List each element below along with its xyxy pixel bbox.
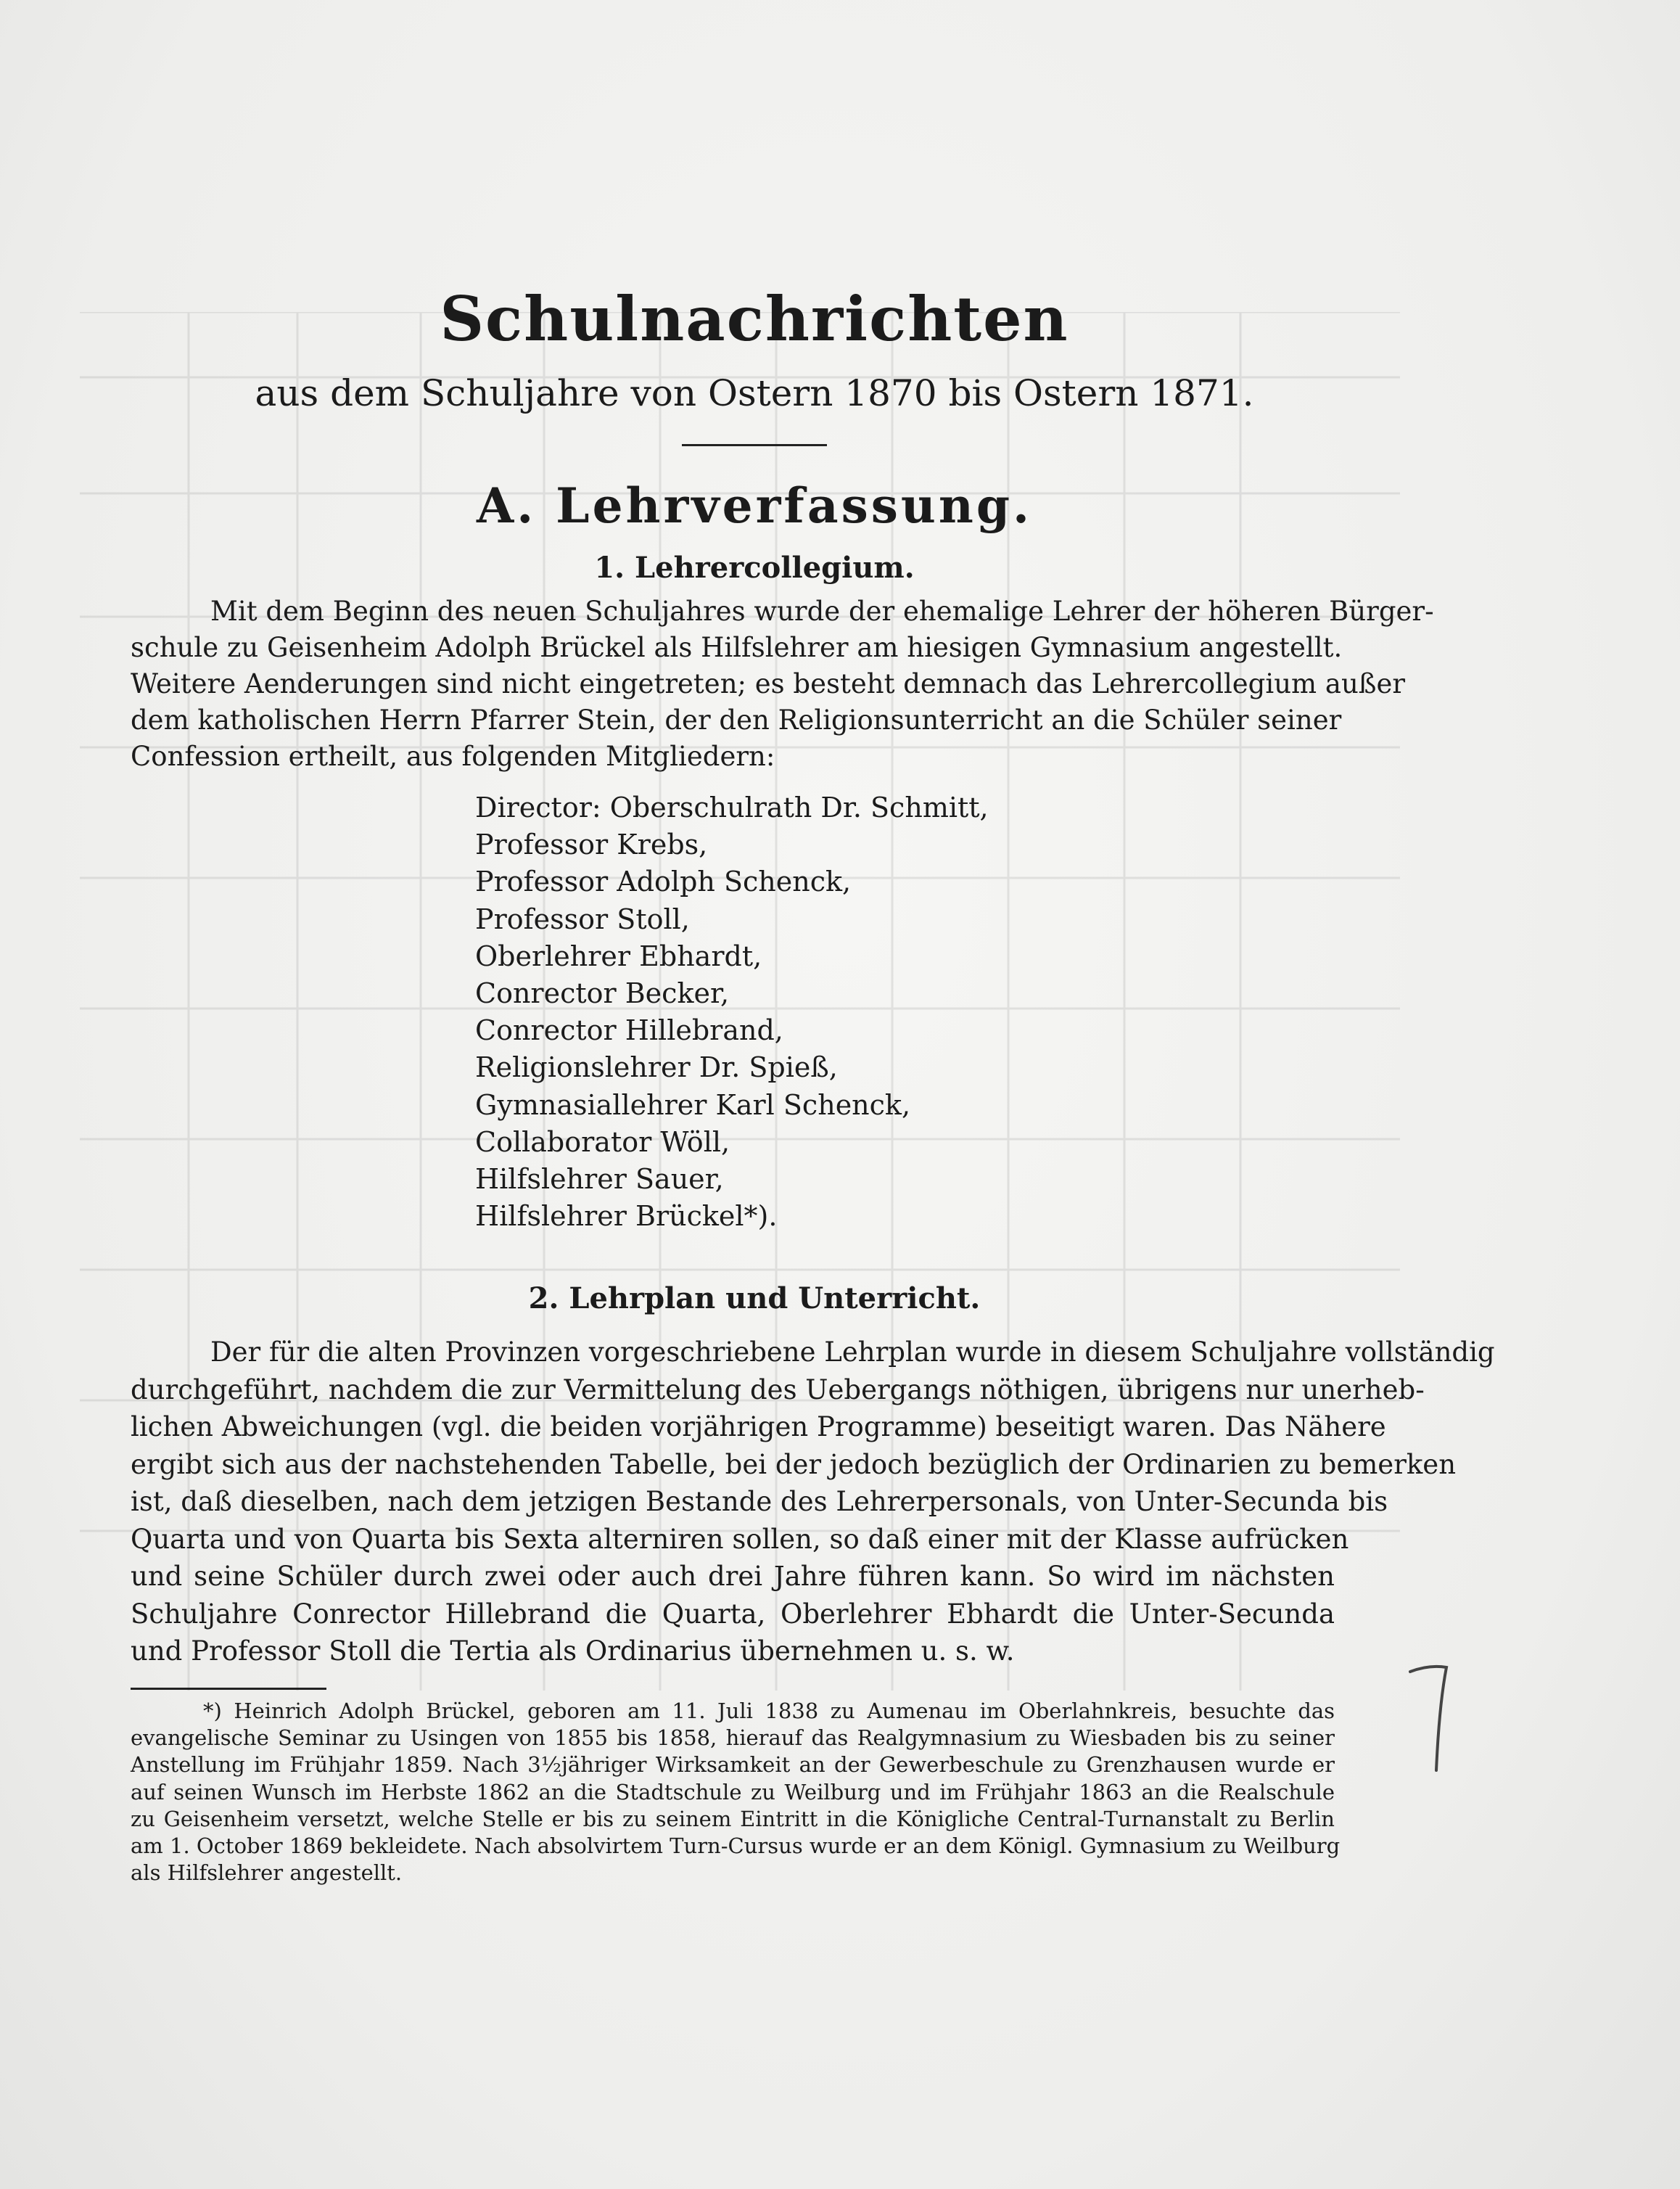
subsection-heading-lehrplan: 2. Lehrplan und Unterricht.: [528, 1281, 981, 1315]
paragraph-lehrplan: [131, 1334, 1495, 1670]
paragraph-line: ist, daß dieselben, nach dem jetzigen Bestande des Lehrerpersonals, von Unter-Secunda bis: [131, 1486, 1388, 1517]
footnote-line: evangelische Seminar zu Usingen von 1855 bis 1858, hierauf das Realgymnasium zu Wiesbaden bis zu seiner: [131, 1725, 1335, 1751]
footnote-line: als Hilfslehrer angestellt.: [131, 1860, 403, 1886]
paragraph-line: Quarta und von Quarta bis Sexta alterniren sollen, so daß einer mit der Klasse aufrücken: [131, 1523, 1349, 1555]
paragraph-line: Mit dem Beginn des neuen Schuljahres wurde der ehemalige Lehrer der höheren Bürger-: [210, 596, 1434, 627]
teacher-list-item: Oberlehrer Ebhardt,: [475, 940, 762, 972]
footnote: [131, 1698, 1341, 1886]
teacher-list-item: Professor Adolph Schenck,: [475, 866, 852, 898]
teacher-list-item: Hilfslehrer Brückel*).: [475, 1200, 778, 1233]
paragraph-line: ergibt sich aus der nachstehenden Tabelle, bei der jedoch bezüglich der Ordinarien zu bemerken: [131, 1448, 1457, 1480]
teacher-list-item: Conrector Hillebrand,: [475, 1014, 783, 1047]
teacher-list-item: Director: Oberschulrath Dr. Schmitt,: [475, 792, 989, 824]
paragraph-line: Schuljahre Conrector Hillebrand die Quarta, Oberlehrer Ebhardt die Unter-Secunda: [131, 1598, 1335, 1630]
teacher-list-item: Hilfslehrer Sauer,: [475, 1163, 724, 1196]
footnote-line: am 1. October 1869 bekleidete. Nach absolvirtem Turn-Cursus wurde er an dem Königl. Gymnasium zu Weilburg: [131, 1833, 1341, 1859]
handwritten-mark: [1407, 1662, 1451, 1778]
section-heading-a: A. Lehrverfassung.: [477, 477, 1032, 534]
teacher-list-item: Professor Krebs,: [475, 829, 708, 861]
footnote-line: Anstellung im Frühjahr 1859. Nach 3½jähriger Wirksamkeit an der Gewerbeschule zu Grenzhausen wurde er: [131, 1752, 1335, 1778]
footnote-line: *) Heinrich Adolph Brückel, geboren am 11. Juli 1838 zu Aumenau im Oberlahnkreis, besuchte das: [203, 1699, 1335, 1723]
paragraph-line: dem katholischen Herrn Pfarrer Stein, der den Religionsunterricht an die Schüler seiner: [131, 705, 1342, 736]
subsection-heading-lehrercollegium: 1. Lehrercollegium.: [594, 551, 915, 585]
footnote-line: auf seinen Wunsch im Herbste 1862 an die Stadtschule zu Weilburg und im Frühjahr 1863 an die Realschule: [131, 1779, 1335, 1804]
paragraph-line: Confession ertheilt, aus folgenden Mitgliedern:: [131, 741, 775, 772]
paragraph-line: lichen Abweichungen (vgl. die beiden vorjährigen Programme) beseitigt waren. Das Nähere: [131, 1411, 1386, 1442]
teacher-list-item: Collaborator Wöll,: [475, 1125, 730, 1158]
page-title: Schulnachrichten: [440, 283, 1069, 355]
paragraph-lehrercollegium: [131, 594, 1434, 775]
paragraph-line: Weitere Aenderungen sind nicht eingetreten; es besteht demnach das Lehrercollegium außer: [131, 668, 1406, 699]
footnote-divider: [131, 1688, 326, 1690]
teacher-list-item: Gymnasiallehrer Karl Schenck,: [475, 1088, 911, 1121]
paragraph-line: durchgeführt, nachdem die zur Vermittelung des Uebergangs nöthigen, übrigens nur unerheb-: [131, 1373, 1425, 1405]
page-subtitle: aus dem Schuljahre von Ostern 1870 bis Ostern 1871.: [255, 372, 1254, 414]
teacher-list: [475, 789, 1128, 1235]
footnote-line: zu Geisenheim versetzt, welche Stelle er bis zu seinem Eintritt in die Königliche Central-Turnanstalt zu Berlin: [131, 1806, 1335, 1831]
teacher-list-item: Professor Stoll,: [475, 903, 690, 935]
paragraph-line: Der für die alten Provinzen vorgeschriebene Lehrplan wurde in diesem Schuljahre vollständig: [210, 1336, 1495, 1368]
divider: [682, 444, 827, 446]
paragraph-line: und Professor Stoll die Tertia als Ordinarius übernehmen u. s. w.: [131, 1635, 1015, 1667]
teacher-list-item: Religionslehrer Dr. Spieß,: [475, 1051, 838, 1084]
paragraph-line: und seine Schüler durch zwei oder auch drei Jahre führen kann. So wird im nächsten: [131, 1561, 1335, 1592]
teacher-list-item: Conrector Becker,: [475, 977, 730, 1010]
paragraph-line: schule zu Geisenheim Adolph Brückel als Hilfslehrer am hiesigen Gymnasium angestellt.: [131, 632, 1343, 663]
